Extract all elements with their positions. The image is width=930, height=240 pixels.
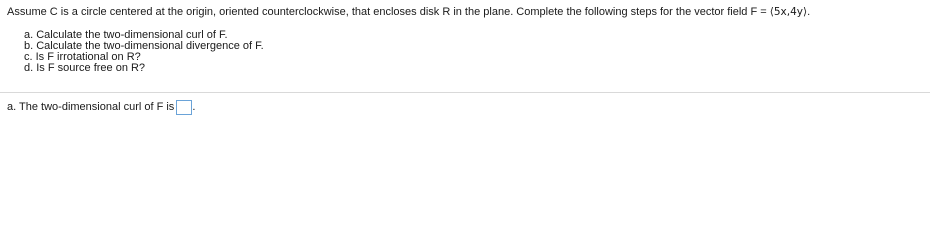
- question-prompt-text: Assume C is a circle centered at the origin, oriented counterclockwise, that encloses disk R in the plane. Complete the following steps for the vector field F =: [7, 6, 770, 18]
- steps-list: [24, 30, 264, 74]
- step-a: a. Calculate the two-dimensional curl of F.: [24, 29, 228, 41]
- curl-answer-input[interactable]: [176, 100, 192, 115]
- step-d: d. Is F source free on R?: [24, 62, 146, 74]
- answer-row: [7, 99, 195, 115]
- section-divider: [0, 92, 930, 93]
- step-b: b. Calculate the two-dimensional divergence of F.: [24, 40, 264, 52]
- step-c: c. Is F irrotational on R?: [24, 51, 141, 63]
- vector-field-expression: ⟨5x,4y⟩: [769, 6, 808, 18]
- answer-label: a. The two-dimensional curl of F is: [7, 101, 175, 113]
- answer-suffix: .: [192, 101, 196, 113]
- question-prompt-end: .: [807, 6, 811, 18]
- question-prompt: [7, 5, 810, 19]
